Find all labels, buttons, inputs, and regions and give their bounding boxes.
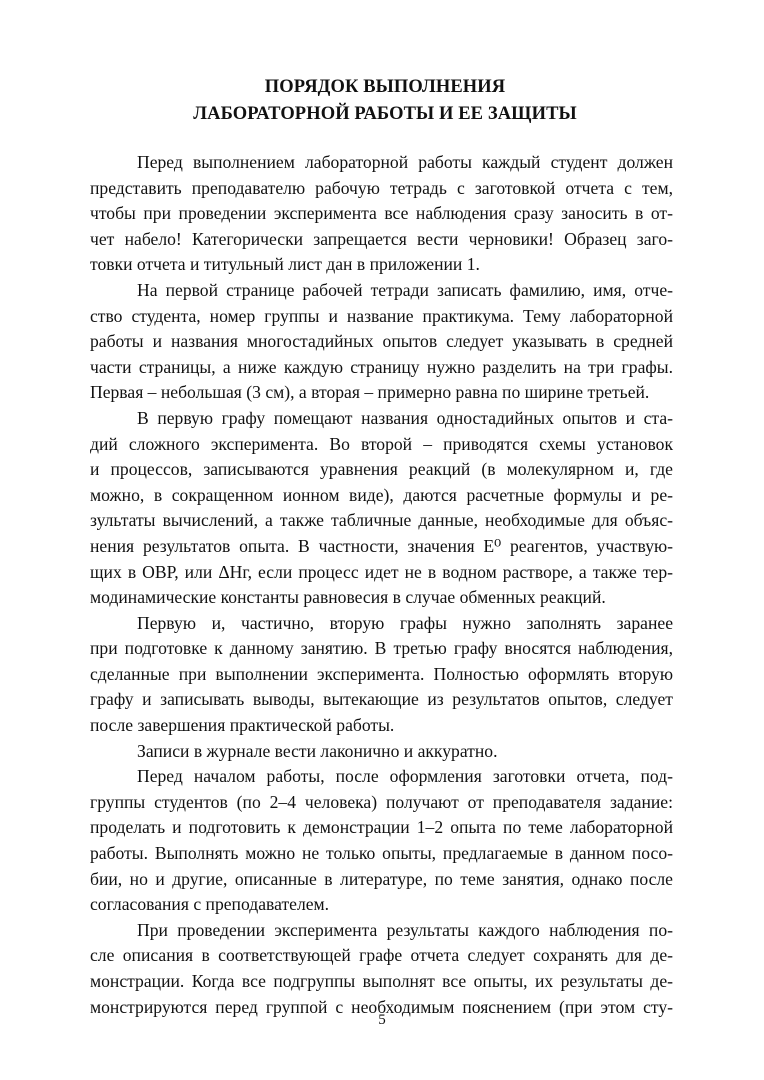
paragraph-line: Перед началом работы, после оформления заготовки отчета, под- [137, 766, 673, 787]
paragraph-line: и процессов, записываются уравнения реакций (в молекулярном и, где [90, 459, 673, 480]
paragraph-line: дий сложного эксперимента. Во второй – приводятся схемы установок [90, 433, 673, 454]
paragraph-line: Записи в журнале вести лаконично и аккуратно. [137, 740, 498, 761]
paragraph [90, 406, 673, 611]
paragraph-line: Первая – небольшая (3 см), а вторая – примерно равна по ширине третьей. [90, 382, 650, 403]
paragraph-line: монстрации. Когда все подгруппы выполнят все опыты, их результаты де- [90, 971, 673, 991]
paragraph-line: чет набело! Категорически запрещается вести черновики! Образец заго- [90, 228, 673, 249]
paragraph [90, 764, 673, 918]
paragraph-line: На первой странице рабочей тетради записать фамилию, имя, отче- [137, 279, 673, 300]
page-title-line-2: ЛАБОРАТОРНОЙ РАБОТЫ И ЕЕ ЗАЩИТЫ [193, 104, 577, 124]
paragraph-line: работы и названия многостадийных опытов следует указывать в средней [90, 331, 673, 352]
document-body [90, 150, 673, 1020]
paragraph-line: При проведении эксперимента результаты каждого наблюдения по- [137, 919, 673, 940]
paragraph-line: группы студентов (по 2–4 человека) получают от преподавателя задание: [90, 791, 673, 812]
paragraph [90, 739, 673, 765]
paragraph-line: ство студента, номер группы и название практикума. Тему лабораторной [90, 305, 673, 326]
paragraph-line: модинамические константы равновесия в случае обменных реакций. [90, 587, 606, 608]
paragraph-line: графу и записывать выводы, вытекающие из результатов опытов, следует [90, 689, 673, 710]
paragraph-line: представить преподавателю рабочую тетрадь с заготовкой отчета с тем, [90, 177, 673, 198]
paragraph-line: работы. Выполнять можно не только опыты, предлагаемые в данном посо- [90, 843, 673, 864]
paragraph-line: Первую и, частично, вторую графы нужно заполнять заранее [137, 612, 673, 633]
paragraph-line: можно, в сокращенном ионном виде), даются расчетные формулы и ре- [90, 484, 673, 505]
paragraph-line: сделанные при выполнении эксперимента. Полностью оформлять вторую [90, 663, 673, 684]
paragraph-line: товки отчета и титульный лист дан в приложении 1. [90, 254, 480, 275]
paragraph-line: при подготовке к данному занятию. В третью графу вносятся наблюдения, [90, 638, 673, 659]
paragraph-line: Перед выполнением лабораторной работы каждый студент должен [137, 152, 673, 172]
paragraph [90, 278, 673, 406]
paragraph-line: щих в ОВР, или ΔHг, если процесс идет не в водном растворе, а также тер- [90, 561, 673, 582]
paragraph-line: монстрируются перед группой с необходимым пояснением (при этом сту- [90, 996, 673, 1017]
paragraph-line: сле описания в соответствующей графе отчета следует сохранять для де- [90, 945, 673, 966]
page-number: 5 [378, 1012, 386, 1028]
paragraph-line: чтобы при проведении эксперимента все наблюдения сразу заносить в от- [90, 203, 673, 224]
paragraph [90, 918, 673, 1020]
paragraph-line: нения результатов опыта. В частности, значения E⁰ реагентов, участвую- [90, 535, 673, 556]
paragraph-line: В первую графу помещают названия одностадийных опытов и ста- [137, 407, 673, 428]
paragraph [90, 611, 673, 739]
paragraph-line: бии, но и другие, описанные в литературе, по теме занятия, однако после [90, 868, 673, 889]
paragraph-line: зультаты вычислений, а также табличные данные, необходимые для объяс- [90, 510, 673, 531]
paragraph-line: согласования с преподавателем. [90, 894, 330, 915]
paragraph-line: части страницы, а ниже каждую страницу нужно разделить на три графы. [90, 356, 673, 377]
paragraph [90, 150, 673, 278]
page-title-line-1: ПОРЯДОК ВЫПОЛНЕНИЯ [264, 77, 506, 97]
paragraph-line: после завершения практической работы. [90, 715, 395, 736]
paragraph-line: проделать и подготовить к демонстрации 1–2 опыта по теме лабораторной [90, 817, 673, 838]
